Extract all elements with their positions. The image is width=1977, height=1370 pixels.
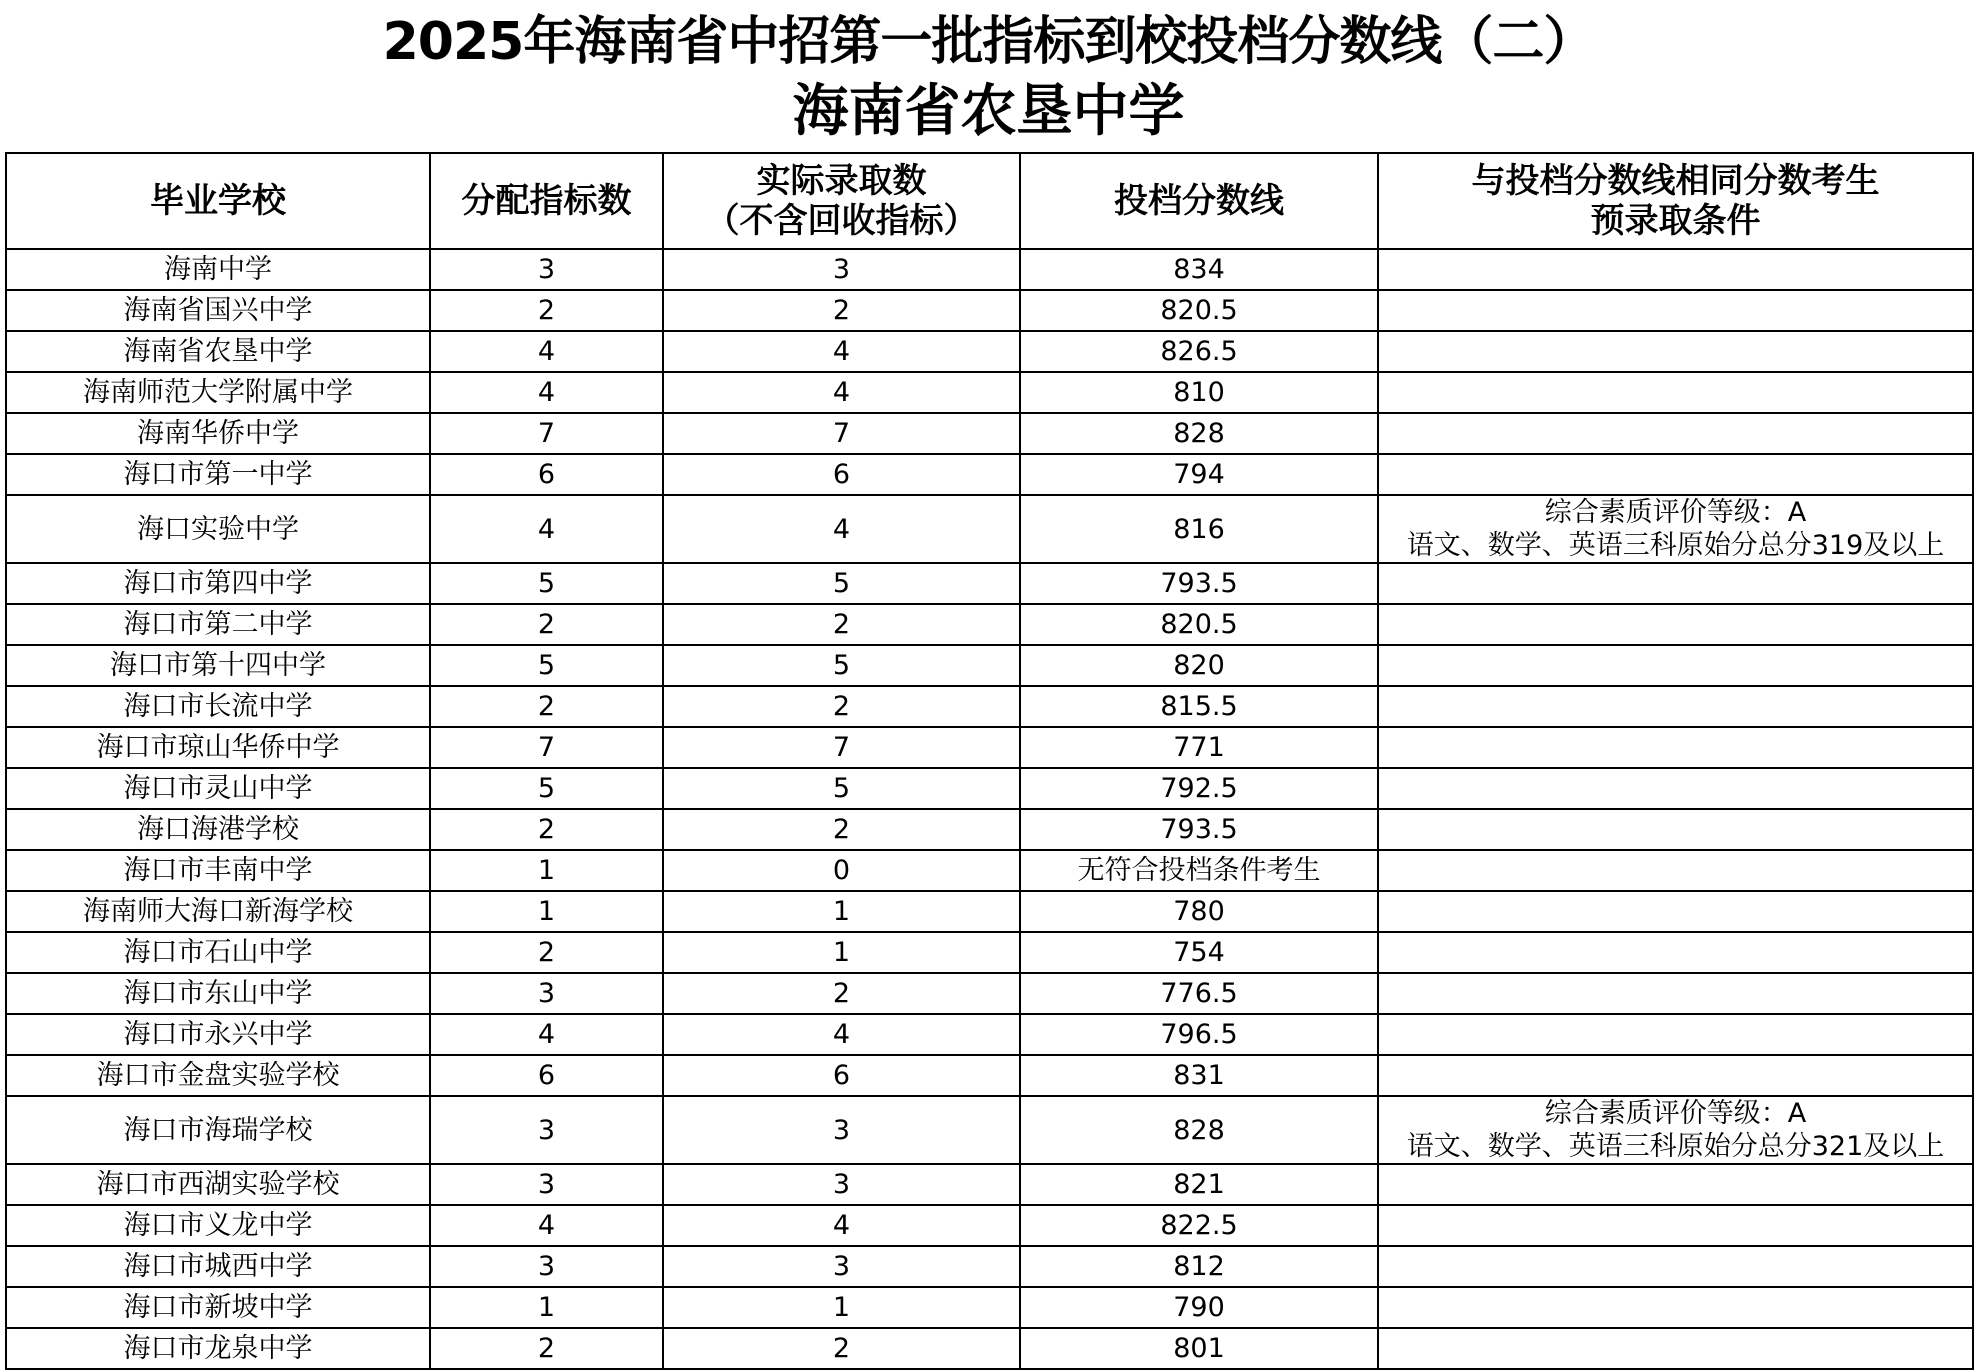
condition-score: 语文、数学、英语三科原始分总分319及以上	[1406, 530, 1945, 561]
cell-condition	[1378, 973, 1973, 1014]
cell-school: 海南省农垦中学	[6, 331, 430, 372]
cell-admitted: 2	[663, 604, 1020, 645]
cell-score: 793.5	[1020, 809, 1378, 850]
header-quota: 分配指标数	[430, 153, 663, 249]
cell-quota: 6	[430, 454, 663, 495]
cell-score: 812	[1020, 1246, 1378, 1287]
table-row	[6, 1205, 1973, 1246]
cell-quota: 2	[430, 932, 663, 973]
cell-score: 792.5	[1020, 768, 1378, 809]
table-row	[6, 1096, 1973, 1164]
cell-admitted: 2	[663, 290, 1020, 331]
cell-quota: 7	[430, 727, 663, 768]
cell-quota: 1	[430, 1287, 663, 1328]
cell-school: 海口市灵山中学	[6, 768, 430, 809]
cell-condition	[1378, 1055, 1973, 1096]
cell-score: 776.5	[1020, 973, 1378, 1014]
cell-condition	[1378, 1328, 1973, 1369]
header-school: 毕业学校	[6, 153, 430, 249]
table-row	[6, 645, 1973, 686]
cell-admitted: 5	[663, 768, 1020, 809]
cell-condition	[1378, 850, 1973, 891]
cell-school: 海口市第一中学	[6, 454, 430, 495]
header-condition-line1: 与投档分数线相同分数考生	[1471, 161, 1880, 201]
cell-condition	[1378, 454, 1973, 495]
cell-score: 820	[1020, 645, 1378, 686]
table-row	[6, 1287, 1973, 1328]
cell-admitted: 7	[663, 413, 1020, 454]
cell-condition	[1378, 495, 1973, 563]
cell-quota: 2	[430, 809, 663, 850]
cell-score: 801	[1020, 1328, 1378, 1369]
cell-admitted: 4	[663, 331, 1020, 372]
table-row	[6, 1328, 1973, 1369]
cell-quota: 6	[430, 1055, 663, 1096]
table-row	[6, 850, 1973, 891]
cell-quota: 3	[430, 1096, 663, 1164]
cell-quota: 2	[430, 604, 663, 645]
cell-admitted: 3	[663, 1096, 1020, 1164]
cell-score: 790	[1020, 1287, 1378, 1328]
table-row	[6, 454, 1973, 495]
cell-school: 海口市第四中学	[6, 563, 430, 604]
table-row	[6, 932, 1973, 973]
table-row	[6, 372, 1973, 413]
cell-school: 海口市海瑞学校	[6, 1096, 430, 1164]
cell-score: 780	[1020, 891, 1378, 932]
cell-school: 海口市第十四中学	[6, 645, 430, 686]
cell-score: 820.5	[1020, 604, 1378, 645]
header-condition	[1378, 153, 1973, 249]
cell-quota: 3	[430, 973, 663, 1014]
cell-admitted: 1	[663, 1287, 1020, 1328]
header-admitted	[663, 153, 1020, 249]
condition-grade: 综合素质评价等级：A	[1544, 497, 1807, 528]
cell-quota: 2	[430, 290, 663, 331]
cell-quota: 5	[430, 563, 663, 604]
cell-quota: 4	[430, 1205, 663, 1246]
cell-quota: 2	[430, 1328, 663, 1369]
cell-school: 海口市石山中学	[6, 932, 430, 973]
cell-condition	[1378, 891, 1973, 932]
cell-score: 821	[1020, 1164, 1378, 1205]
cell-score: 无符合投档条件考生	[1020, 850, 1378, 891]
cell-score: 771	[1020, 727, 1378, 768]
cell-school: 海口市琼山华侨中学	[6, 727, 430, 768]
cell-school: 海南师范大学附属中学	[6, 372, 430, 413]
cell-condition	[1378, 645, 1973, 686]
cell-score: 794	[1020, 454, 1378, 495]
cell-admitted: 2	[663, 809, 1020, 850]
cell-quota: 4	[430, 331, 663, 372]
table-row	[6, 727, 1973, 768]
cell-score: 820.5	[1020, 290, 1378, 331]
cell-admitted: 7	[663, 727, 1020, 768]
table-row	[6, 1014, 1973, 1055]
table-row	[6, 563, 1973, 604]
title-school: 海南省农垦中学	[792, 79, 1185, 144]
cell-admitted: 6	[663, 454, 1020, 495]
cell-school: 海口市永兴中学	[6, 1014, 430, 1055]
table-row	[6, 1055, 1973, 1096]
cell-condition	[1378, 932, 1973, 973]
cell-condition	[1378, 686, 1973, 727]
cell-quota: 2	[430, 686, 663, 727]
cell-school: 海口市第二中学	[6, 604, 430, 645]
table-row	[6, 973, 1973, 1014]
cell-quota: 1	[430, 850, 663, 891]
table-row	[6, 1164, 1973, 1205]
cell-school: 海口市龙泉中学	[6, 1328, 430, 1369]
cell-condition	[1378, 372, 1973, 413]
cell-score: 810	[1020, 372, 1378, 413]
cell-quota: 4	[430, 495, 663, 563]
table-row	[6, 290, 1973, 331]
cell-quota: 3	[430, 1246, 663, 1287]
cell-condition	[1378, 1246, 1973, 1287]
cell-quota: 7	[430, 413, 663, 454]
cell-condition	[1378, 249, 1973, 290]
cell-admitted: 1	[663, 891, 1020, 932]
cell-quota: 3	[430, 249, 663, 290]
header-admitted-line1: 实际录取数	[756, 161, 927, 201]
cell-score: 796.5	[1020, 1014, 1378, 1055]
table-row	[6, 891, 1973, 932]
cell-condition	[1378, 290, 1973, 331]
cell-school: 海口市金盘实验学校	[6, 1055, 430, 1096]
cell-condition	[1378, 1164, 1973, 1205]
cell-admitted: 2	[663, 1328, 1020, 1369]
cell-quota: 4	[430, 372, 663, 413]
table-row	[6, 413, 1973, 454]
cell-score: 828	[1020, 1096, 1378, 1164]
score-table	[5, 152, 1974, 1370]
header-condition-line2: 预录取条件	[1590, 201, 1761, 241]
cell-condition	[1378, 1014, 1973, 1055]
table-row	[6, 331, 1973, 372]
cell-school: 海南华侨中学	[6, 413, 430, 454]
cell-school: 海口海港学校	[6, 809, 430, 850]
cell-condition	[1378, 413, 1973, 454]
table-body	[6, 249, 1973, 1369]
cell-admitted: 2	[663, 973, 1020, 1014]
cell-score: 793.5	[1020, 563, 1378, 604]
cell-admitted: 5	[663, 645, 1020, 686]
cell-school: 海口市丰南中学	[6, 850, 430, 891]
cell-admitted: 3	[663, 1246, 1020, 1287]
table-row	[6, 768, 1973, 809]
table-row	[6, 1246, 1973, 1287]
cell-admitted: 4	[663, 1014, 1020, 1055]
cell-score: 754	[1020, 932, 1378, 973]
cell-condition	[1378, 1287, 1973, 1328]
cell-admitted: 5	[663, 563, 1020, 604]
cell-school: 海口市长流中学	[6, 686, 430, 727]
cell-quota: 5	[430, 645, 663, 686]
cell-admitted: 0	[663, 850, 1020, 891]
cell-school: 海口市义龙中学	[6, 1205, 430, 1246]
cell-school: 海口市新坡中学	[6, 1287, 430, 1328]
cell-condition	[1378, 809, 1973, 850]
cell-condition	[1378, 1096, 1973, 1164]
cell-score: 826.5	[1020, 331, 1378, 372]
cell-condition	[1378, 331, 1973, 372]
cell-school: 海口实验中学	[6, 495, 430, 563]
cell-score: 822.5	[1020, 1205, 1378, 1246]
table-row	[6, 809, 1973, 850]
cell-condition	[1378, 768, 1973, 809]
cell-admitted: 4	[663, 495, 1020, 563]
document-title	[0, 0, 1977, 150]
cell-quota: 5	[430, 768, 663, 809]
cell-score: 815.5	[1020, 686, 1378, 727]
cell-admitted: 4	[663, 1205, 1020, 1246]
cell-admitted: 1	[663, 932, 1020, 973]
cell-admitted: 3	[663, 249, 1020, 290]
cell-score: 831	[1020, 1055, 1378, 1096]
table-header-row	[6, 153, 1973, 249]
cell-quota: 4	[430, 1014, 663, 1055]
cell-score: 834	[1020, 249, 1378, 290]
cell-admitted: 2	[663, 686, 1020, 727]
cell-school: 海口市西湖实验学校	[6, 1164, 430, 1205]
cell-school: 海南中学	[6, 249, 430, 290]
header-admitted-line2: （不含回收指标）	[705, 201, 978, 241]
cell-score: 828	[1020, 413, 1378, 454]
cell-condition	[1378, 727, 1973, 768]
cell-school: 海口市城西中学	[6, 1246, 430, 1287]
table-row	[6, 686, 1973, 727]
table-row	[6, 495, 1973, 563]
cell-quota: 3	[430, 1164, 663, 1205]
cell-school: 海南师大海口新海学校	[6, 891, 430, 932]
title-main: 2025年海南省中招第一批指标到校投档分数线（二）	[382, 12, 1595, 72]
cell-school: 海南省国兴中学	[6, 290, 430, 331]
cell-admitted: 6	[663, 1055, 1020, 1096]
cell-condition	[1378, 604, 1973, 645]
cell-quota: 1	[430, 891, 663, 932]
cell-condition	[1378, 1205, 1973, 1246]
condition-score: 语文、数学、英语三科原始分总分321及以上	[1406, 1131, 1945, 1162]
cell-score: 816	[1020, 495, 1378, 563]
table-row	[6, 249, 1973, 290]
header-score-line: 投档分数线	[1020, 153, 1378, 249]
cell-school: 海口市东山中学	[6, 973, 430, 1014]
table-row	[6, 604, 1973, 645]
cell-admitted: 3	[663, 1164, 1020, 1205]
cell-condition	[1378, 563, 1973, 604]
cell-admitted: 4	[663, 372, 1020, 413]
condition-grade: 综合素质评价等级：A	[1544, 1098, 1807, 1129]
